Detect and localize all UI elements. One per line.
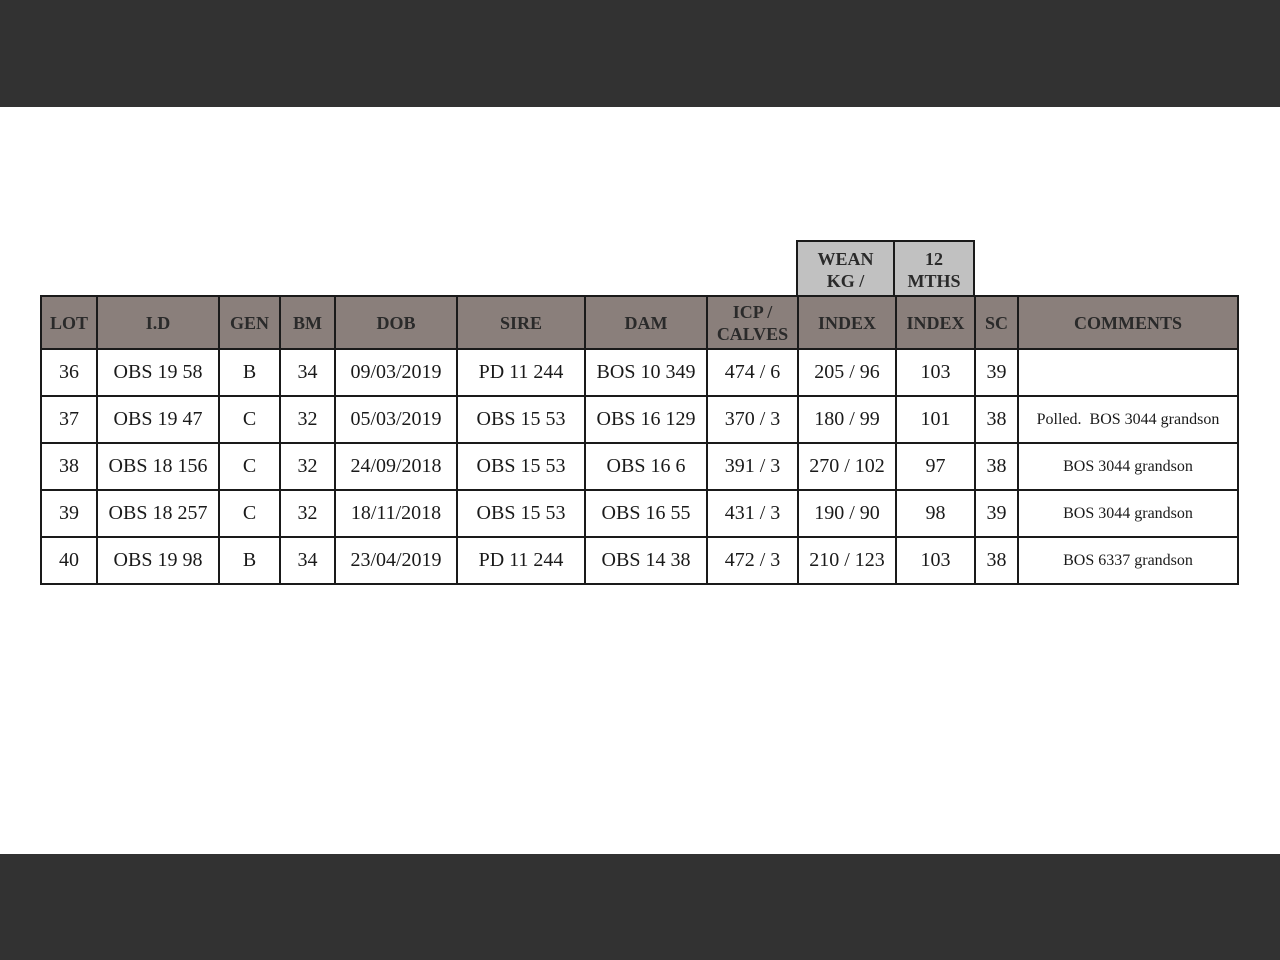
cell-icp-calves: 391 / 3 — [707, 443, 798, 490]
cell-sc: 38 — [975, 443, 1018, 490]
header-comments: COMMENTS — [1018, 296, 1238, 349]
cell-lot: 38 — [41, 443, 97, 490]
cell-dam: OBS 16 129 — [585, 396, 707, 443]
cell-lot: 36 — [41, 349, 97, 396]
super-header-row — [796, 240, 975, 296]
header-dob: DOB — [335, 296, 457, 349]
header-mths-index: INDEX — [896, 296, 975, 349]
cell-dam: BOS 10 349 — [585, 349, 707, 396]
cell-icp-calves: 370 / 3 — [707, 396, 798, 443]
header-icp-calves: ICP / CALVES — [707, 296, 798, 349]
cell-dob: 09/03/2019 — [335, 349, 457, 396]
cell-sc: 38 — [975, 396, 1018, 443]
cell-gen: C — [219, 490, 280, 537]
cell-dob: 23/04/2019 — [335, 537, 457, 584]
table-row — [41, 349, 1238, 396]
cell-sire: PD 11 244 — [457, 349, 585, 396]
header-row — [41, 296, 1238, 349]
cell-comments — [1018, 349, 1238, 396]
cell-mths-index: 103 — [896, 537, 975, 584]
header-wean-kg — [796, 240, 895, 296]
header-wean-index: INDEX — [798, 296, 896, 349]
cell-comments: BOS 3044 grandson — [1018, 443, 1238, 490]
cell-comments: BOS 3044 grandson — [1018, 490, 1238, 537]
header-wean-kg-label: WEAN KG / — [817, 249, 874, 291]
cell-comments: Polled. BOS 3044 grandson — [1018, 396, 1238, 443]
cell-icp-calves: 472 / 3 — [707, 537, 798, 584]
cell-gen: C — [219, 396, 280, 443]
header-12-mths — [895, 240, 975, 296]
cell-wean-index: 205 / 96 — [798, 349, 896, 396]
cell-icp-calves: 474 / 6 — [707, 349, 798, 396]
cell-wean-index: 210 / 123 — [798, 537, 896, 584]
header-12-mths-label: 12 MTHS — [907, 249, 961, 291]
table-row — [41, 396, 1238, 443]
cell-id: OBS 18 257 — [97, 490, 219, 537]
cell-comments: BOS 6337 grandson — [1018, 537, 1238, 584]
cell-mths-index: 98 — [896, 490, 975, 537]
cell-wean-index: 180 / 99 — [798, 396, 896, 443]
cell-dam: OBS 16 55 — [585, 490, 707, 537]
cell-dam: OBS 16 6 — [585, 443, 707, 490]
header-sc: SC — [975, 296, 1018, 349]
cell-gen: B — [219, 537, 280, 584]
cell-id: OBS 19 58 — [97, 349, 219, 396]
cell-wean-index: 270 / 102 — [798, 443, 896, 490]
cell-id: OBS 19 98 — [97, 537, 219, 584]
cell-lot: 39 — [41, 490, 97, 537]
cell-dob: 05/03/2019 — [335, 396, 457, 443]
lots-table — [40, 295, 1239, 585]
cell-bm: 32 — [280, 396, 335, 443]
cell-dam: OBS 14 38 — [585, 537, 707, 584]
cell-sire: PD 11 244 — [457, 537, 585, 584]
cell-id: OBS 18 156 — [97, 443, 219, 490]
document-page — [0, 107, 1280, 854]
cell-gen: B — [219, 349, 280, 396]
cell-bm: 32 — [280, 490, 335, 537]
cell-sc: 38 — [975, 537, 1018, 584]
header-bm: BM — [280, 296, 335, 349]
cell-icp-calves: 431 / 3 — [707, 490, 798, 537]
header-lot: LOT — [41, 296, 97, 349]
cell-sire: OBS 15 53 — [457, 443, 585, 490]
header-sire: SIRE — [457, 296, 585, 349]
cell-bm: 34 — [280, 349, 335, 396]
header-id: I.D — [97, 296, 219, 349]
table-row — [41, 443, 1238, 490]
cell-bm: 32 — [280, 443, 335, 490]
cell-lot: 37 — [41, 396, 97, 443]
header-gen: GEN — [219, 296, 280, 349]
cell-mths-index: 101 — [896, 396, 975, 443]
cell-mths-index: 103 — [896, 349, 975, 396]
table-row — [41, 490, 1238, 537]
cell-dob: 18/11/2018 — [335, 490, 457, 537]
cell-sc: 39 — [975, 349, 1018, 396]
header-dam: DAM — [585, 296, 707, 349]
cell-dob: 24/09/2018 — [335, 443, 457, 490]
cell-gen: C — [219, 443, 280, 490]
cell-sire: OBS 15 53 — [457, 396, 585, 443]
cell-lot: 40 — [41, 537, 97, 584]
cell-sc: 39 — [975, 490, 1018, 537]
cell-wean-index: 190 / 90 — [798, 490, 896, 537]
cell-bm: 34 — [280, 537, 335, 584]
cell-sire: OBS 15 53 — [457, 490, 585, 537]
cell-mths-index: 97 — [896, 443, 975, 490]
table-row — [41, 537, 1238, 584]
cell-id: OBS 19 47 — [97, 396, 219, 443]
